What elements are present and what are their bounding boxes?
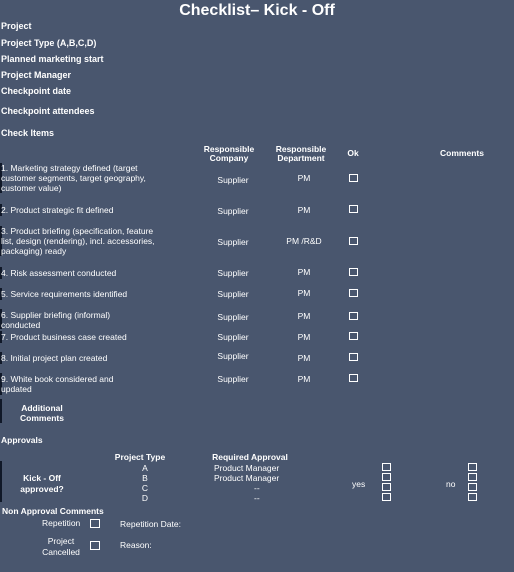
item-department: PM — [297, 374, 311, 384]
ok-checkbox[interactable] — [349, 289, 358, 297]
repetition-checkbox[interactable] — [90, 519, 100, 528]
item-company: Supplier — [217, 289, 249, 299]
kickoff-approved-label: Kick - Off approved? — [20, 473, 64, 494]
item-department: PM — [297, 332, 311, 342]
check-items-label: Check Items — [1, 128, 55, 138]
item-text: 4. Risk assessment conducted — [1, 268, 117, 278]
item-company: Supplier — [217, 332, 249, 342]
project-cancelled-checkbox[interactable] — [90, 541, 100, 550]
project-label: Project — [1, 21, 32, 31]
planned-marketing-start-label: Planned marketing start — [1, 54, 104, 64]
required-approval-value: Product Manager — [214, 473, 280, 483]
item-text: 5. Service requirements identified — [1, 289, 128, 299]
yes-checkbox[interactable] — [382, 473, 391, 481]
yes-checkbox[interactable] — [382, 463, 391, 471]
required-approval-value: Product Manager — [214, 463, 280, 473]
ok-checkbox[interactable] — [349, 332, 358, 340]
item-department: PM — [297, 205, 311, 215]
no-checkbox[interactable] — [468, 493, 477, 501]
yes-label: yes — [352, 479, 366, 489]
no-checkbox[interactable] — [468, 473, 477, 481]
reason-label: Reason: — [120, 540, 152, 550]
repetition-label: Repetition — [42, 518, 81, 528]
yes-checkbox[interactable] — [382, 483, 391, 491]
required-approval-value: -- — [254, 493, 260, 503]
ok-checkbox[interactable] — [349, 174, 358, 182]
project-type-label: Project Type (A,B,C,D) — [1, 38, 97, 48]
item-text: 1. Marketing strategy defined (target customer segments, target geography, customer value) — [1, 163, 146, 193]
required-approval-header: Required Approval — [212, 452, 288, 462]
item-department: PM — [297, 173, 311, 183]
item-text: 7. Product business case created — [1, 332, 127, 342]
responsible-company-header: Responsible Company — [203, 144, 255, 163]
item-text: 9. White book considered and updated — [1, 374, 114, 394]
page-title: Checklist– Kick - Off — [179, 2, 335, 19]
item-department: PM — [297, 288, 311, 298]
item-company: Supplier — [217, 374, 249, 384]
no-checkbox[interactable] — [468, 463, 477, 471]
item-text: 6. Supplier briefing (informal) conducted — [1, 310, 111, 330]
item-company: Supplier — [217, 206, 249, 216]
ok-checkbox[interactable] — [349, 237, 358, 245]
responsible-department-header: Responsible Department — [275, 144, 327, 163]
ok-checkbox[interactable] — [349, 268, 358, 276]
item-department: PM /R&D — [286, 236, 322, 246]
ok-header: Ok — [347, 148, 359, 158]
project-type-value: D — [141, 493, 149, 503]
item-company: Supplier — [217, 237, 249, 247]
project-type-value: A — [142, 463, 148, 473]
required-approval-value: -- — [254, 483, 260, 493]
project-type-header: Project Type — [114, 452, 166, 462]
item-company: Supplier — [217, 312, 249, 322]
additional-comments-label: Additional Comments — [20, 403, 64, 423]
row-marker — [0, 399, 2, 423]
comments-header: Comments — [440, 148, 484, 158]
ok-checkbox[interactable] — [349, 312, 358, 320]
item-text: 2. Product strategic fit defined — [1, 205, 114, 215]
ok-checkbox[interactable] — [349, 353, 358, 361]
project-type-value: C — [141, 483, 149, 493]
item-department: PM — [297, 311, 311, 321]
project-cancelled-label: Project Cancelled — [42, 536, 80, 557]
ok-checkbox[interactable] — [349, 205, 358, 213]
yes-checkbox[interactable] — [382, 493, 391, 501]
approvals-heading: Approvals — [1, 435, 43, 445]
item-company: Supplier — [217, 268, 249, 278]
repetition-date-label: Repetition Date: — [120, 519, 181, 529]
item-company: Supplier — [217, 175, 249, 185]
item-department: PM — [297, 353, 311, 363]
non-approval-heading: Non Approval Comments — [2, 506, 104, 516]
project-manager-label: Project Manager — [1, 70, 72, 80]
ok-checkbox[interactable] — [349, 374, 358, 382]
project-type-value: B — [142, 473, 148, 483]
item-department: PM — [297, 267, 311, 277]
no-label: no — [446, 479, 456, 489]
checkpoint-attendees-label: Checkpoint attendees — [1, 106, 95, 116]
item-text: 8. Initial project plan created — [1, 353, 108, 363]
checkpoint-date-label: Checkpoint date — [1, 86, 72, 96]
no-checkbox[interactable] — [468, 483, 477, 491]
row-marker — [0, 461, 2, 502]
item-text: 3. Product briefing (specification, feature list, design (rendering), incl. accessories, packaging) ready — [1, 226, 155, 256]
item-company: Supplier — [217, 351, 249, 361]
